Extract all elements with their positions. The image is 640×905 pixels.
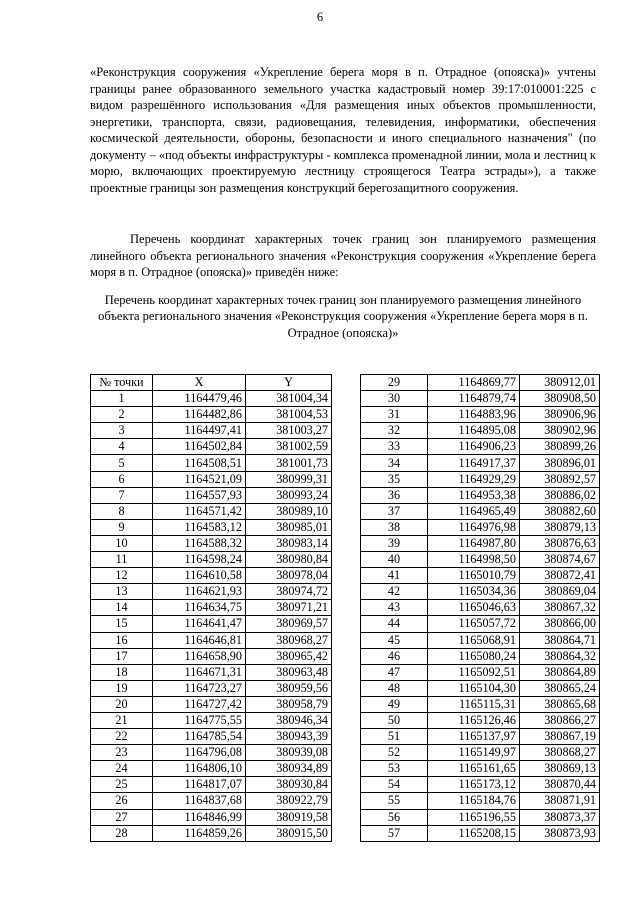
x-coordinate-cell: 1164846,99	[153, 809, 246, 825]
point-number-cell: 25	[91, 777, 153, 793]
y-coordinate-cell: 380906,96	[520, 407, 600, 423]
point-number-cell: 3	[91, 423, 153, 439]
point-number-cell: 20	[91, 696, 153, 712]
point-number-cell: 24	[91, 761, 153, 777]
point-number-cell: 45	[361, 632, 428, 648]
y-coordinate-cell: 380974,72	[246, 584, 332, 600]
y-coordinate-cell: 380871,91	[520, 793, 600, 809]
point-number-cell: 8	[91, 503, 153, 519]
x-coordinate-cell: 1164583,12	[153, 519, 246, 535]
table-row	[361, 439, 600, 455]
x-coordinate-cell: 1165126,46	[428, 712, 520, 728]
table-header-row	[91, 375, 332, 391]
table-row	[361, 375, 600, 391]
x-coordinate-cell: 1164906,23	[428, 439, 520, 455]
header-x: X	[153, 375, 246, 391]
x-coordinate-cell: 1164588,32	[153, 535, 246, 551]
y-coordinate-cell: 380865,24	[520, 680, 600, 696]
y-coordinate-cell: 380946,34	[246, 712, 332, 728]
table-row	[91, 712, 332, 728]
table-row	[91, 423, 332, 439]
table-row	[361, 519, 600, 535]
x-coordinate-cell: 1165068,91	[428, 632, 520, 648]
x-coordinate-cell: 1165184,76	[428, 793, 520, 809]
x-coordinate-cell: 1164641,47	[153, 616, 246, 632]
y-coordinate-cell: 380908,50	[520, 391, 600, 407]
table-row	[91, 680, 332, 696]
table-row	[361, 664, 600, 680]
y-coordinate-cell: 380879,13	[520, 519, 600, 535]
table-row	[361, 391, 600, 407]
point-number-cell: 11	[91, 552, 153, 568]
table-row	[91, 825, 332, 841]
y-coordinate-cell: 380980,84	[246, 552, 332, 568]
table-row	[361, 777, 600, 793]
list-intro-paragraph	[90, 231, 596, 281]
x-coordinate-cell: 1164953,38	[428, 487, 520, 503]
table-row	[361, 552, 600, 568]
x-coordinate-cell: 1164571,42	[153, 503, 246, 519]
table-row	[91, 487, 332, 503]
point-number-cell: 47	[361, 664, 428, 680]
x-coordinate-cell: 1165115,31	[428, 696, 520, 712]
y-coordinate-cell: 381004,53	[246, 407, 332, 423]
point-number-cell: 36	[361, 487, 428, 503]
header-y: Y	[246, 375, 332, 391]
y-coordinate-cell: 380934,89	[246, 761, 332, 777]
table-row	[91, 632, 332, 648]
y-coordinate-cell: 380965,42	[246, 648, 332, 664]
list-intro-text: Перечень координат характерных точек границ зон планируемого размещения линейного объекта регионального значения «Реконструкция сооружения «Укрепление берега моря в п. Отрадное (опояска)» приведён ниже:	[90, 232, 596, 279]
x-coordinate-cell: 1164796,08	[153, 745, 246, 761]
x-coordinate-cell: 1164879,74	[428, 391, 520, 407]
point-number-cell: 56	[361, 809, 428, 825]
table-row	[91, 391, 332, 407]
point-number-cell: 12	[91, 568, 153, 584]
x-coordinate-cell: 1164621,93	[153, 584, 246, 600]
x-coordinate-cell: 1164917,37	[428, 455, 520, 471]
table-row	[361, 423, 600, 439]
table-row	[361, 793, 600, 809]
y-coordinate-cell: 380864,89	[520, 664, 600, 680]
point-number-cell: 40	[361, 552, 428, 568]
x-coordinate-cell: 1165092,51	[428, 664, 520, 680]
table-row	[361, 487, 600, 503]
table-row	[91, 761, 332, 777]
table-row	[91, 777, 332, 793]
y-coordinate-cell: 380963,48	[246, 664, 332, 680]
table-row	[91, 455, 332, 471]
y-coordinate-cell: 380872,41	[520, 568, 600, 584]
table-row	[91, 809, 332, 825]
point-number-cell: 41	[361, 568, 428, 584]
point-number-cell: 44	[361, 616, 428, 632]
point-number-cell: 16	[91, 632, 153, 648]
table-row	[361, 632, 600, 648]
page-number: 6	[316, 10, 324, 24]
y-coordinate-cell: 380969,57	[246, 616, 332, 632]
y-coordinate-cell: 380902,96	[520, 423, 600, 439]
point-number-cell: 57	[361, 825, 428, 841]
table-title: Перечень координат характерных точек границ зон планируемого размещения линейного объекта регионального значения «Реконструкция сооружения «Укрепление берега моря в п. Отрадное (опояска)»	[98, 293, 588, 340]
table-row	[361, 696, 600, 712]
point-number-cell: 46	[361, 648, 428, 664]
table-row	[361, 600, 600, 616]
point-number-cell: 48	[361, 680, 428, 696]
y-coordinate-cell: 381002,59	[246, 439, 332, 455]
x-coordinate-cell: 1164646,81	[153, 632, 246, 648]
point-number-cell: 27	[91, 809, 153, 825]
point-number-cell: 34	[361, 455, 428, 471]
x-coordinate-cell: 1164929,29	[428, 471, 520, 487]
table-row	[361, 825, 600, 841]
x-coordinate-cell: 1165208,15	[428, 825, 520, 841]
x-coordinate-cell: 1164497,41	[153, 423, 246, 439]
y-coordinate-cell: 380866,00	[520, 616, 600, 632]
x-coordinate-cell: 1165010,79	[428, 568, 520, 584]
x-coordinate-cell: 1165034,36	[428, 584, 520, 600]
x-coordinate-cell: 1164557,93	[153, 487, 246, 503]
y-coordinate-cell: 380978,04	[246, 568, 332, 584]
y-coordinate-cell: 380882,60	[520, 503, 600, 519]
point-number-cell: 15	[91, 616, 153, 632]
table-row	[91, 439, 332, 455]
intro-paragraph: «Реконструкция сооружения «Укрепление берега моря в п. Отрадное (опояска)» учтены границы ранее образованного земельного участка кадастровый номер 39:17:010001:225 с видом разрешённого использования «Для размещения иных объектов промышленности, энергетики, транспорта, связи, радиовещания, телевидения, информатики, обеспечения космической деятельности, обороны, безопасности и иного специального назначения" (по документу – «под объекты инфраструктуры - комплекса променадной линии, мола и лестниц к морю, включающих проектируемую лестницу строящегося Театра эстрады»), а также проектные границы зон размещения конструкций берегозащитного сооружения.	[90, 65, 596, 195]
y-coordinate-cell: 380958,79	[246, 696, 332, 712]
table-row	[361, 535, 600, 551]
x-coordinate-cell: 1164671,31	[153, 664, 246, 680]
y-coordinate-cell: 381001,73	[246, 455, 332, 471]
point-number-cell: 55	[361, 793, 428, 809]
x-coordinate-cell: 1164859,26	[153, 825, 246, 841]
y-coordinate-cell: 380999,31	[246, 471, 332, 487]
header-point-number: № точки	[91, 375, 153, 391]
y-coordinate-cell: 380864,71	[520, 632, 600, 648]
table-row	[361, 745, 600, 761]
table-row	[91, 535, 332, 551]
x-coordinate-cell: 1164817,07	[153, 777, 246, 793]
y-coordinate-cell: 380919,58	[246, 809, 332, 825]
x-coordinate-cell: 1164521,09	[153, 471, 246, 487]
y-coordinate-cell: 380870,44	[520, 777, 600, 793]
x-coordinate-cell: 1165104,30	[428, 680, 520, 696]
point-number-cell: 13	[91, 584, 153, 600]
y-coordinate-cell: 380886,02	[520, 487, 600, 503]
point-number-cell: 54	[361, 777, 428, 793]
point-number-cell: 14	[91, 600, 153, 616]
x-coordinate-cell: 1165046,63	[428, 600, 520, 616]
table-row	[361, 712, 600, 728]
y-coordinate-cell: 380912,01	[520, 375, 600, 391]
table-row	[91, 519, 332, 535]
point-number-cell: 28	[91, 825, 153, 841]
point-number-cell: 49	[361, 696, 428, 712]
y-coordinate-cell: 380983,14	[246, 535, 332, 551]
x-coordinate-cell: 1164727,42	[153, 696, 246, 712]
table-row	[91, 696, 332, 712]
point-number-cell: 52	[361, 745, 428, 761]
point-number-cell: 10	[91, 535, 153, 551]
table-row	[361, 616, 600, 632]
y-coordinate-cell: 380869,04	[520, 584, 600, 600]
x-coordinate-cell: 1164502,84	[153, 439, 246, 455]
table-row	[361, 729, 600, 745]
y-coordinate-cell: 380930,84	[246, 777, 332, 793]
y-coordinate-cell: 380993,24	[246, 487, 332, 503]
table-row	[91, 729, 332, 745]
y-coordinate-cell: 380869,13	[520, 761, 600, 777]
y-coordinate-cell: 380959,56	[246, 680, 332, 696]
y-coordinate-cell: 380874,67	[520, 552, 600, 568]
table-row	[91, 793, 332, 809]
point-number-cell: 31	[361, 407, 428, 423]
y-coordinate-cell: 380876,63	[520, 535, 600, 551]
point-number-cell: 33	[361, 439, 428, 455]
y-coordinate-cell: 380943,39	[246, 729, 332, 745]
point-number-cell: 21	[91, 712, 153, 728]
x-coordinate-cell: 1164508,51	[153, 455, 246, 471]
x-coordinate-cell: 1164723,27	[153, 680, 246, 696]
x-coordinate-cell: 1164998,50	[428, 552, 520, 568]
y-coordinate-cell: 380864,32	[520, 648, 600, 664]
table-row	[91, 471, 332, 487]
point-number-cell: 35	[361, 471, 428, 487]
x-coordinate-cell: 1164482,86	[153, 407, 246, 423]
y-coordinate-cell: 380971,21	[246, 600, 332, 616]
y-coordinate-cell: 380922,79	[246, 793, 332, 809]
y-coordinate-cell: 380868,27	[520, 745, 600, 761]
x-coordinate-cell: 1164598,24	[153, 552, 246, 568]
table-row	[361, 809, 600, 825]
x-coordinate-cell: 1164883,96	[428, 407, 520, 423]
x-coordinate-cell: 1164785,54	[153, 729, 246, 745]
y-coordinate-cell: 380899,26	[520, 439, 600, 455]
point-number-cell: 22	[91, 729, 153, 745]
y-coordinate-cell: 380892,57	[520, 471, 600, 487]
table-row	[91, 600, 332, 616]
x-coordinate-cell: 1165149,97	[428, 745, 520, 761]
point-number-cell: 4	[91, 439, 153, 455]
y-coordinate-cell: 381003,27	[246, 423, 332, 439]
point-number-cell: 42	[361, 584, 428, 600]
table-row	[361, 503, 600, 519]
x-coordinate-cell: 1164869,77	[428, 375, 520, 391]
table-row	[91, 664, 332, 680]
y-coordinate-cell: 380985,01	[246, 519, 332, 535]
x-coordinate-cell: 1164775,55	[153, 712, 246, 728]
x-coordinate-cell: 1164806,10	[153, 761, 246, 777]
table-row	[361, 407, 600, 423]
table-row	[91, 568, 332, 584]
x-coordinate-cell: 1165196,55	[428, 809, 520, 825]
y-coordinate-cell: 380873,93	[520, 825, 600, 841]
point-number-cell: 19	[91, 680, 153, 696]
y-coordinate-cell: 380866,27	[520, 712, 600, 728]
point-number-cell: 37	[361, 503, 428, 519]
x-coordinate-cell: 1165137,97	[428, 729, 520, 745]
y-coordinate-cell: 380968,27	[246, 632, 332, 648]
point-number-cell: 2	[91, 407, 153, 423]
table-row	[361, 568, 600, 584]
point-number-cell: 6	[91, 471, 153, 487]
point-number-cell: 43	[361, 600, 428, 616]
x-coordinate-cell: 1164658,90	[153, 648, 246, 664]
point-number-cell: 18	[91, 664, 153, 680]
point-number-cell: 29	[361, 375, 428, 391]
table-row	[361, 584, 600, 600]
y-coordinate-cell: 380873,37	[520, 809, 600, 825]
table-row	[91, 616, 332, 632]
x-coordinate-cell: 1164965,49	[428, 503, 520, 519]
x-coordinate-cell: 1164479,46	[153, 391, 246, 407]
table-row	[91, 745, 332, 761]
point-number-cell: 9	[91, 519, 153, 535]
table-row	[91, 584, 332, 600]
coordinates-table-left	[90, 374, 332, 842]
coordinates-table-right	[360, 374, 600, 842]
y-coordinate-cell: 381004,34	[246, 391, 332, 407]
point-number-cell: 32	[361, 423, 428, 439]
table-row	[91, 503, 332, 519]
point-number-cell: 26	[91, 793, 153, 809]
x-coordinate-cell: 1165080,24	[428, 648, 520, 664]
y-coordinate-cell: 380989,10	[246, 503, 332, 519]
table-row	[91, 552, 332, 568]
point-number-cell: 53	[361, 761, 428, 777]
x-coordinate-cell: 1164837,68	[153, 793, 246, 809]
y-coordinate-cell: 380867,19	[520, 729, 600, 745]
point-number-cell: 5	[91, 455, 153, 471]
y-coordinate-cell: 380865,68	[520, 696, 600, 712]
x-coordinate-cell: 1164610,58	[153, 568, 246, 584]
x-coordinate-cell: 1164634,75	[153, 600, 246, 616]
point-number-cell: 50	[361, 712, 428, 728]
table-row	[361, 680, 600, 696]
y-coordinate-cell: 380939,08	[246, 745, 332, 761]
point-number-cell: 39	[361, 535, 428, 551]
x-coordinate-cell: 1165173,12	[428, 777, 520, 793]
point-number-cell: 30	[361, 391, 428, 407]
y-coordinate-cell: 380915,50	[246, 825, 332, 841]
table-row	[361, 761, 600, 777]
table-row	[361, 455, 600, 471]
x-coordinate-cell: 1165057,72	[428, 616, 520, 632]
y-coordinate-cell: 380896,01	[520, 455, 600, 471]
point-number-cell: 1	[91, 391, 153, 407]
table-row	[91, 648, 332, 664]
x-coordinate-cell: 1164987,80	[428, 535, 520, 551]
x-coordinate-cell: 1164976,98	[428, 519, 520, 535]
table-row	[91, 407, 332, 423]
point-number-cell: 17	[91, 648, 153, 664]
table-row	[361, 471, 600, 487]
point-number-cell: 38	[361, 519, 428, 535]
y-coordinate-cell: 380867,32	[520, 600, 600, 616]
point-number-cell: 23	[91, 745, 153, 761]
x-coordinate-cell: 1164895,08	[428, 423, 520, 439]
x-coordinate-cell: 1165161,65	[428, 761, 520, 777]
table-row	[361, 648, 600, 664]
point-number-cell: 51	[361, 729, 428, 745]
point-number-cell: 7	[91, 487, 153, 503]
